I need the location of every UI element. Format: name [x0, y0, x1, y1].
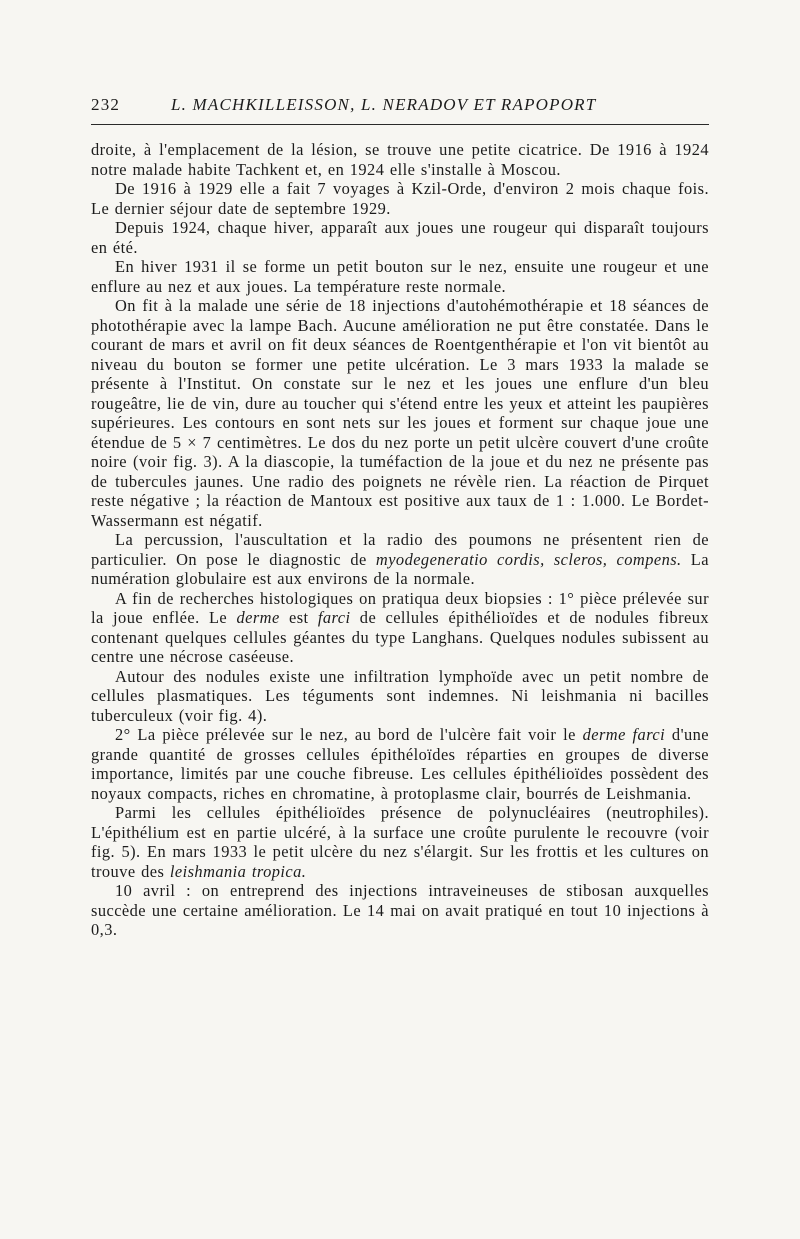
paragraph-text: Autour des nodules existe une infiltration lymphoïde avec un petit nombre de cellules plasmatiques. Les téguments sont indemnes. Ni leishmania ni bacilles tuberculeux (voir fig. 4). — [91, 666, 709, 725]
paragraph-text: droite, à l'emplacement de la lésion, se trouve une petite cicatrice. De 1916 à 1924 notre malade habite Tachkent et, en 1924 elle s'installe à Moscou. — [91, 140, 709, 179]
paragraph — [91, 257, 709, 296]
paragraph-text: 2° La pièce prélevée sur le nez, au bord de l'ulcère fait voir le — [115, 725, 583, 744]
paragraph-text: Depuis 1924, chaque hiver, apparaît aux joues une rougeur qui disparaît toujours en été. — [91, 218, 709, 257]
paragraph-text: A fin de recherches histologiques on pratiqua deux biopsies : 1° pièce prélevée sur la joue enflée. Le — [91, 588, 709, 627]
paragraph-text: La numération globulaire est aux environs de la normale. — [91, 549, 709, 588]
paragraph — [91, 667, 709, 726]
paragraph-text: de cellules épithélioïdes et de nodules fibreux contenant quelques cellules géantes du type Langhans. Quelques nodules subissent au centre une nécrose caséeuse. — [91, 608, 710, 666]
paragraph-text: De 1916 à 1929 elle a fait 7 voyages à Kzil-Orde, d'environ 2 mois chaque fois. Le dernier séjour date de septembre 1929. — [91, 179, 709, 218]
paragraph-text: est — [279, 608, 318, 627]
paragraph-text: La percussion, l'auscultation et la radio des poumons ne présentent rien de particulier. On pose le diagnostic de — [91, 530, 709, 569]
paragraph-text: Parmi les cellules épithélioïdes présence de polynucléaires (neutrophiles). L'épithélium est en partie ulcéré, à la surface une croûte purulente le recouvre (voir fig. 5). En mars 1933 le petit ulcère du nez s'élargit. Sur les frottis et les cultures on trouve des — [91, 803, 709, 881]
running-header — [91, 95, 709, 125]
paragraph-text: En hiver 1931 il se forme un petit bouton sur le nez, ensuite une rougeur et une enflure au nez et aux joues. La température reste normale. — [91, 257, 709, 296]
paragraph-text: On fit à la malade une série de 18 injections d'autohémothérapie et 18 séances de photothérapie avec la lampe Bach. Aucune amélioration ne put être constatée. Dans le courant de mars et avril on fit deux séances de Roentgenthérapie et l'on vit bientôt au niveau du bouton se former une petite ulcération. Le 3 mars 1933 la malade se présente à l'Institut. On constate sur le nez et les joues une enflure d'un bleu rougeâtre, lie de vin, dure au toucher qui s'étend entre les yeux et atteint les paupières supérieures. Les contours en sont nets sur les joues et forment sur chaque joue une étendue de 5 × 7 centimètres. Le dos du nez porte un petit ulcère couvert d'une croûte noire (voir fig. 3). A la diascopie, la tuméfaction de la joue et du nez ne présente pas de tubercules jaunes. Une radio des poignets ne révèle rien. La réaction de Pirquet reste négative ; la réaction de Mantoux est positive aux taux de 1 : 1.000. Le Bordet-Wassermann est négatif. — [91, 296, 709, 530]
paragraph-text: d'une grande quantité de grosses cellules épithéloïdes réparties en groupes de diverse importance, limités par une couche fibreuse. Les cellules épithélioïdes possèdent des noyaux compacts, riches en chromatine, à protoplasme clair, bourrés de Leishmania. — [91, 725, 709, 803]
italic-term: derme farci — [582, 725, 666, 744]
paragraph — [91, 140, 709, 179]
paragraph — [91, 881, 709, 940]
running-title: L. MACHKILLEISSON, L. NERADOV ET RAPOPORT — [171, 95, 597, 114]
italic-term: myodegeneratio cordis, scleros, compens. — [375, 549, 682, 569]
page — [91, 95, 709, 940]
italic-term: leishmania tropica. — [169, 861, 307, 881]
paragraph — [91, 530, 709, 589]
paragraph — [91, 179, 709, 218]
paragraph — [91, 296, 709, 530]
paragraph — [91, 725, 709, 803]
italic-term: derme — [236, 608, 280, 627]
article-body — [91, 140, 709, 940]
paragraph — [91, 803, 709, 881]
italic-term: farci — [317, 608, 351, 627]
paragraph — [91, 218, 709, 257]
paragraph — [91, 589, 709, 667]
paragraph-text: 10 avril : on entreprend des injections intraveineuses de stibosan auxquelles succède une certaine amélioration. Le 14 mai on avait pratiqué en tout 10 injections à 0,3. — [91, 881, 709, 939]
page-number: 232 — [91, 95, 121, 114]
